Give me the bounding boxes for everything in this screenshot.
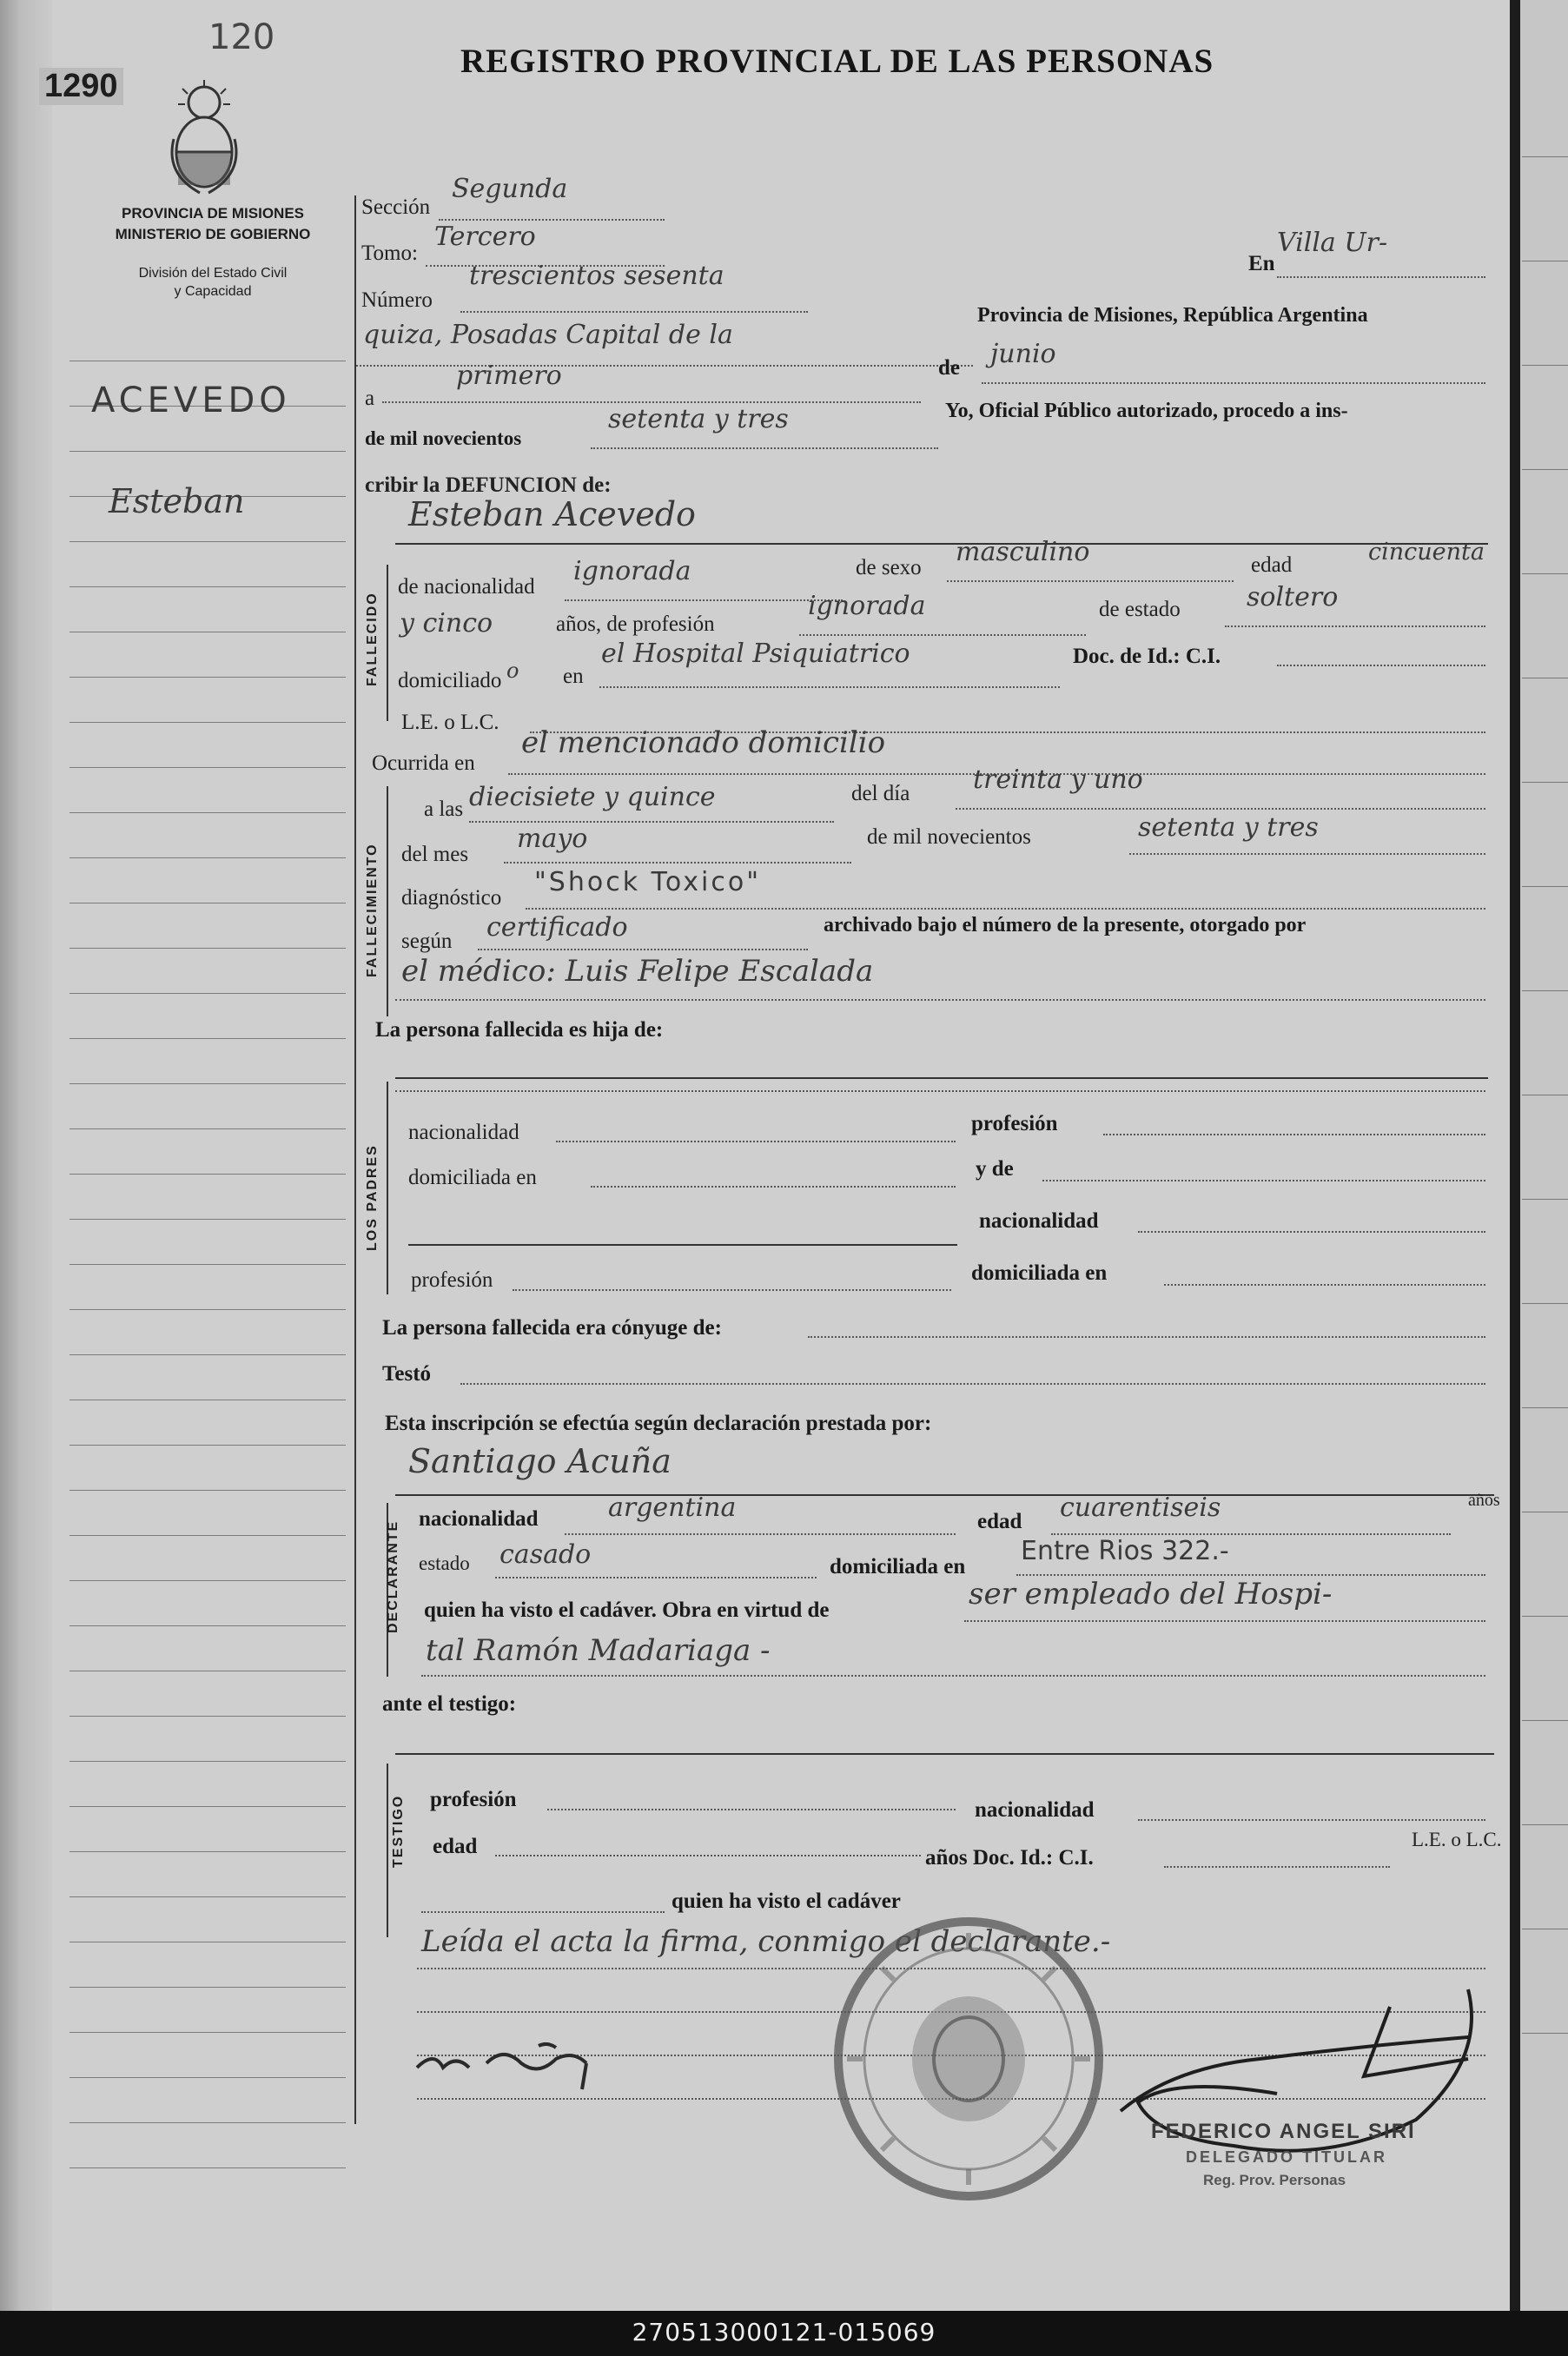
declarante-estado-label: estado (419, 1552, 470, 1574)
margin-ruled-line (69, 1625, 346, 1626)
top-left-numbers: 120 (208, 17, 275, 57)
testigo-anos-doc-label: años Doc. Id.: C.I. (925, 1846, 1094, 1870)
officer-name: FEDERICO ANGEL SIRI (1151, 2120, 1416, 2143)
declarante-edad-label: edad (977, 1510, 1022, 1533)
margin-ruled-line (69, 857, 346, 858)
margin-ruled-line (69, 2077, 346, 2078)
edad-label: edad (1251, 553, 1293, 577)
testigo-nacionalidad-label: nacionalidad (975, 1798, 1095, 1822)
inscribir-text (365, 473, 612, 498)
oficial-text: Yo, Oficial Público autorizado, procedo a ins- (945, 400, 1348, 422)
de-label: de (938, 356, 960, 380)
agency-line-3: División del Estado Civil (138, 266, 288, 281)
dia-value: treinta y uno (973, 764, 1143, 795)
testigo-le-label: L.E. o L.C. (1412, 1829, 1502, 1850)
book-spine (0, 0, 52, 2311)
segun-value: certificado (486, 912, 628, 943)
domicilio-value: el Hospital Psiquiatrico (601, 639, 910, 669)
seccion-label: Sección (361, 195, 431, 219)
a-las-label: a las (424, 797, 464, 821)
numero-value: trescientos sesenta (469, 261, 724, 291)
ocurrida-label: Ocurrida en (372, 751, 475, 775)
padres-section-label: LOS PADRES (365, 1144, 380, 1251)
domicilio-en: en (563, 665, 584, 688)
declarante-visto-text: quien ha visto el cadáver. Obra en virtud de (424, 1598, 830, 1622)
declarante-name: Santiago Acuña (408, 1442, 672, 1480)
agency-subblock (83, 264, 343, 301)
segun-label: según (401, 930, 453, 953)
provincia-text: Provincia de Misiones, República Argentina (977, 304, 1368, 327)
padres-profesion-label: profesión (971, 1112, 1058, 1135)
margin-ruled-line (69, 2167, 346, 2168)
margin-surname: ACEVEDO (91, 381, 291, 420)
fallecimiento-section-label: FALLECIMIENTO (365, 843, 380, 977)
testo-label: Testó (382, 1362, 432, 1386)
edad-continuation: y cinco (400, 608, 493, 639)
del-mes-label: del mes (401, 843, 469, 866)
year-prefix-label: de mil novecientos (365, 427, 522, 449)
margin-ruled-line (69, 1987, 346, 1988)
margin-ruled-line (69, 1896, 346, 1897)
margin-ruled-line (69, 1174, 346, 1175)
padres-domiciliada-label: domiciliada en (408, 1166, 537, 1189)
diagnostico-value: "Shock Toxico" (534, 867, 762, 897)
domicilio-a: o (506, 658, 519, 683)
nacionalidad-value: ignorada (573, 556, 691, 586)
image-code: 270513000121-015069 (632, 2318, 936, 2346)
declarante-nacionalidad-label: nacionalidad (419, 1507, 539, 1531)
margin-ruled-line (69, 1761, 346, 1762)
de-mil-label: de mil novecientos (867, 825, 1031, 849)
margin-ruled-line (69, 541, 346, 542)
margin-ruled-line (69, 2122, 346, 2123)
margin-ruled-line (69, 1445, 346, 1446)
ano-value: setenta y tres (1138, 812, 1319, 843)
margin-ruled-line (69, 1038, 346, 1039)
margin-ruled-line (69, 948, 346, 949)
diagnostico-label: diagnóstico (401, 886, 502, 910)
declarante-edad-value: cuarentiseis (1060, 1492, 1221, 1523)
padres-nacionalidad-label: nacionalidad (408, 1121, 519, 1144)
numero-label: Número (361, 288, 433, 312)
hora-value: diecisiete y quince (469, 782, 716, 812)
officer-office: Reg. Prov. Personas (1203, 2172, 1346, 2188)
testigo-section-label: TESTIGO (391, 1794, 406, 1868)
margin-ruled-line (69, 1309, 346, 1310)
hija-text: La persona fallecida es hija de: (375, 1018, 664, 1042)
day-value: primero (456, 361, 562, 391)
sexo-label: de sexo (856, 556, 922, 579)
declarante-estado-value: casado (500, 1539, 592, 1570)
ocurrida-value: el mencionado domicilio (521, 725, 886, 760)
margin-ruled-line (69, 451, 346, 452)
margin-ruled-line (69, 1490, 346, 1491)
margin-ruled-line (69, 1580, 346, 1581)
margin-ruled-line (69, 1128, 346, 1129)
profesion-value: ignorada (808, 591, 926, 621)
margin-ruled-line (69, 993, 346, 994)
margin-given-name: Esteban (109, 482, 245, 520)
tomo-label: Tomo: (361, 242, 418, 265)
agency-line-4: y Capacidad (174, 284, 252, 299)
margin-ruled-line (69, 1535, 346, 1536)
declarante-obra-value: ser empleado del Hospi- (969, 1577, 1333, 1611)
domicilio-label: domiciliado (398, 669, 502, 692)
mes-value: mayo (517, 824, 588, 854)
declarante-nacionalidad-value: argentina (608, 1492, 737, 1523)
tomo-value: Tercero (434, 222, 536, 252)
margin-ruled-line (69, 1806, 346, 1807)
month-value: junio (990, 339, 1056, 369)
conyuge-text: La persona fallecida era cónyuge de: (382, 1316, 722, 1340)
margin-ruled-line (69, 1083, 346, 1084)
fallecido-name: Esteban Acevedo (408, 495, 696, 533)
image-footer-bar (0, 2311, 1568, 2356)
folio-number: 1290 (39, 68, 123, 105)
sexo-value: masculino (956, 537, 1090, 567)
padres-profesion2-label: profesión (411, 1268, 493, 1292)
agency-block (83, 203, 343, 245)
anos-profesion-label: años, de profesión (556, 612, 715, 636)
edad-value: cincuenta (1368, 539, 1485, 566)
testigo-ante-text: ante el testigo: (382, 1692, 517, 1716)
agency-line-1: PROVINCIA DE MISIONES (121, 205, 304, 222)
en-value: Villa Ur- (1277, 228, 1388, 258)
del-dia-label: del día (851, 782, 910, 805)
seccion-value: Segunda (452, 174, 568, 204)
estado-label: de estado (1099, 598, 1181, 621)
main-column-divider (354, 195, 356, 2124)
y-de-label: y de (976, 1157, 1014, 1181)
testigo-visto-text: quien ha visto el cadáver (672, 1889, 901, 1913)
year-value: setenta y tres (608, 404, 789, 434)
padres-domiciliada2-label: domiciliada en (971, 1261, 1108, 1285)
declarante-obra-continuation: tal Ramón Madariaga - (426, 1633, 771, 1668)
margin-ruled-line (69, 1264, 346, 1265)
argentina-coat-of-arms-icon (156, 78, 252, 200)
closing-statement: Leída el acta la firma, conmigo el declarante.- (421, 1924, 1111, 1959)
fallecido-section-label: FALLECIDO (365, 592, 380, 686)
official-round-seal-icon (830, 1916, 1108, 2202)
adjacent-page (1520, 0, 1568, 2311)
margin-ruled-line (69, 812, 346, 813)
archivado-text: archivado bajo el número de la presente, otorgado por (824, 914, 1307, 936)
declarante-section-label: DECLARANTE (386, 1519, 400, 1633)
declarante-anos-label: años (1468, 1491, 1500, 1510)
padres-nacionalidad2-label: nacionalidad (979, 1209, 1099, 1233)
le-label: L.E. o L.C. (401, 711, 500, 734)
margin-ruled-line (69, 2032, 346, 2033)
declarante-domiciliada-label: domiciliada en (830, 1555, 966, 1578)
officer-title: DELEGADO TITULAR (1186, 2148, 1387, 2166)
a-label: a (365, 387, 375, 410)
margin-ruled-line (69, 677, 346, 678)
agency-line-2: MINISTERIO DE GOBIERNO (115, 226, 311, 242)
margin-ruled-line (69, 1354, 346, 1355)
document-title: REGISTRO PROVINCIAL DE LAS PERSONAS (460, 43, 1214, 80)
doc-label: Doc. de Id.: C.I. (1073, 645, 1221, 668)
margin-ruled-line (69, 767, 346, 768)
margin-ruled-line (69, 1219, 346, 1220)
margin-ruled-line (69, 1851, 346, 1852)
testigo-profesion-label: profesión (430, 1788, 517, 1811)
en-label: En (1248, 252, 1275, 275)
medico-value: el médico: Luis Felipe Escalada (401, 954, 874, 989)
estado-value: soltero (1247, 582, 1339, 612)
margin-ruled-line (69, 722, 346, 723)
nacionalidad-label: de nacionalidad (398, 575, 535, 599)
margin-ruled-line (69, 1716, 346, 1717)
place-continuation: quiza, Posadas Capital de la (363, 320, 733, 350)
declarante-domicilio-value: Entre Rios 322.- (1021, 1536, 1229, 1566)
margin-ruled-line (69, 586, 346, 587)
declarant-signature (408, 2028, 634, 2098)
declarante-intro: Esta inscripción se efectúa según declaración prestada por: (385, 1412, 932, 1435)
testigo-edad-label: edad (433, 1835, 478, 1858)
inscribir-label: cribir la DEFUNCION de: (365, 473, 612, 497)
